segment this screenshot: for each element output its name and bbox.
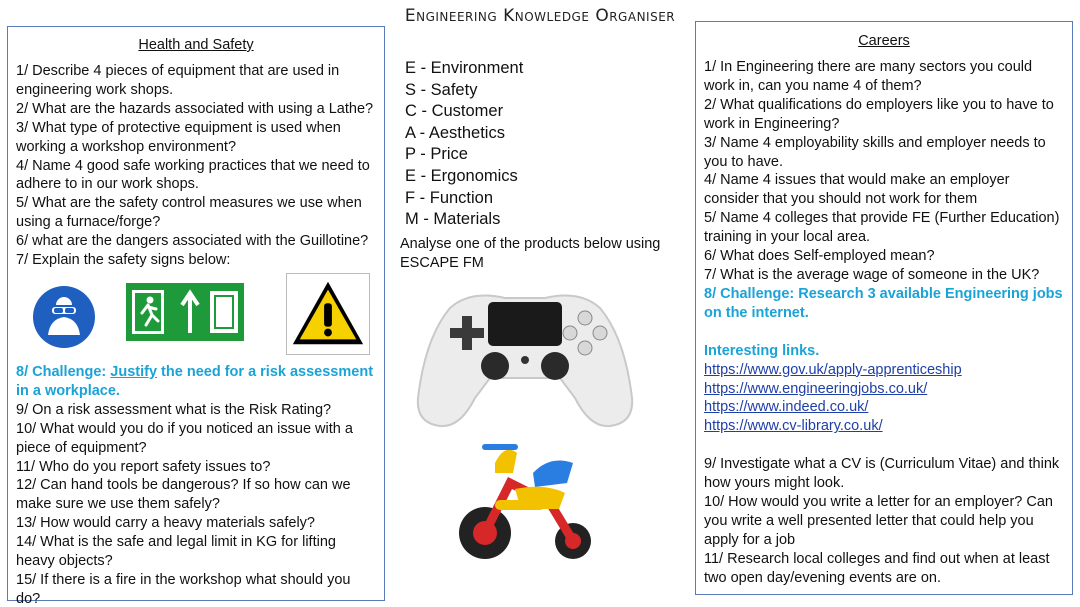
escape-item: P - Price — [405, 145, 468, 164]
challenge-prefix: 8/ Challenge: — [16, 363, 111, 380]
fire-exit-sign-icon — [126, 283, 244, 341]
challenge-suffix: the need for a risk assessment in a workplace. — [16, 363, 374, 399]
careers-question-10: 10/ How would you write a letter for an employer? Can you write a well presented letter that could help you apply for a job — [704, 494, 1053, 548]
escape-fm-section — [400, 58, 685, 273]
careers-question-1: 1/ In Engineering there are many sectors you could work in, can you name 4 of them? — [704, 59, 1033, 94]
hs-question-15: 15/ If there is a fire in the workshop what should you do? — [16, 571, 351, 607]
hs-question-8-challenge — [16, 363, 376, 401]
link-indeed[interactable]: https://www.indeed.co.uk/ — [704, 399, 869, 416]
page-title: Engineering Knowledge Organiser — [404, 6, 676, 26]
careers-question-8-challenge: 8/ Challenge: Research 3 available Engineering jobs on the internet. — [704, 285, 1063, 321]
careers-question-11: 11/ Research local colleges and find out when at least two open day/evening events are on. — [704, 550, 1050, 586]
careers-heading: Careers — [858, 33, 910, 49]
careers-question-3: 3/ Name 4 employability skills and employer needs to you to have. — [704, 134, 1046, 170]
hs-question-11: 11/ Who do you report safety issues to? — [16, 458, 271, 475]
safety-signs — [16, 273, 376, 357]
hs-question-9: 9/ On a risk assessment what is the Risk Rating? — [16, 401, 332, 418]
hs-question-3: 3/ What type of protective equipment is used when working a workshop environment? — [16, 119, 341, 155]
escape-item: A - Aesthetics — [405, 123, 505, 142]
tricycle-image — [455, 433, 595, 568]
health-safety-heading: Health and Safety — [138, 37, 254, 53]
escape-item: C - Customer — [405, 102, 504, 121]
escape-item: E - Environment — [405, 59, 524, 77]
spacer — [704, 323, 1064, 342]
links-heading: Interesting links. — [704, 342, 820, 359]
hs-question-1: 1/ Describe 4 pieces of equipment that are used in engineering work shops. — [16, 63, 340, 98]
link-engineeringjobs[interactable]: https://www.engineeringjobs.co.uk/ — [704, 380, 928, 397]
hs-question-10: 10/ What would you do if you noticed an issue with a piece of equipment? — [16, 420, 353, 456]
hs-question-14: 14/ What is the safe and legal limit in KG for lifting heavy objects? — [16, 534, 336, 570]
spacer — [704, 436, 1064, 455]
careers-question-5: 5/ Name 4 colleges that provide FE (Further Education) training in your local area. — [704, 210, 1060, 246]
careers-question-6: 6/ What does Self-employed mean? — [704, 248, 935, 265]
health-safety-panel — [7, 26, 385, 607]
careers-question-7: 7/ What is the average wage of someone in the UK? — [704, 266, 1040, 283]
careers-question-2: 2/ What qualifications do employers like you to have to work in Engineering? — [704, 96, 1054, 132]
hs-question-5: 5/ What are the safety control measures we use when using a furnace/forge? — [16, 195, 362, 231]
warning-sign-icon — [286, 273, 370, 355]
hs-question-12: 12/ Can hand tools be dangerous? If so how can we make sure we use them safely? — [16, 477, 351, 513]
careers-question-9: 9/ Investigate what a CV is (Curriculum Vitae) and think how yours might look. — [704, 456, 1060, 492]
analyse-instruction: Analyse one of the products below using ESCAPE FM — [400, 235, 661, 271]
goggles-sign-icon — [32, 285, 96, 349]
hs-question-4: 4/ Name 4 good safe working practices that we need to adhere to in our work shops. — [16, 157, 370, 193]
link-cv-library[interactable]: https://www.cv-library.co.uk/ — [704, 418, 883, 435]
link-apprenticeship[interactable]: https://www.gov.uk/apply-apprenticeship — [704, 361, 962, 378]
hs-question-13: 13/ How would carry a heavy materials safely? — [16, 515, 315, 532]
careers-panel — [695, 21, 1073, 595]
escape-item: F - Function — [405, 188, 494, 207]
game-controller-image — [410, 278, 640, 433]
careers-question-4: 4/ Name 4 issues that would make an employer consider that you should not work for them — [704, 172, 1010, 208]
hs-question-7: 7/ Explain the safety signs below: — [16, 252, 231, 269]
challenge-keyword: Justify — [110, 363, 158, 380]
escape-item: M - Materials — [405, 210, 501, 229]
escape-item: E - Ergonomics — [405, 166, 518, 185]
hs-question-2: 2/ What are the hazards associated with using a Lathe? — [16, 100, 374, 117]
escape-item: S - Safety — [405, 80, 478, 99]
hs-question-6: 6/ what are the dangers associated with the Guillotine? — [16, 233, 369, 250]
